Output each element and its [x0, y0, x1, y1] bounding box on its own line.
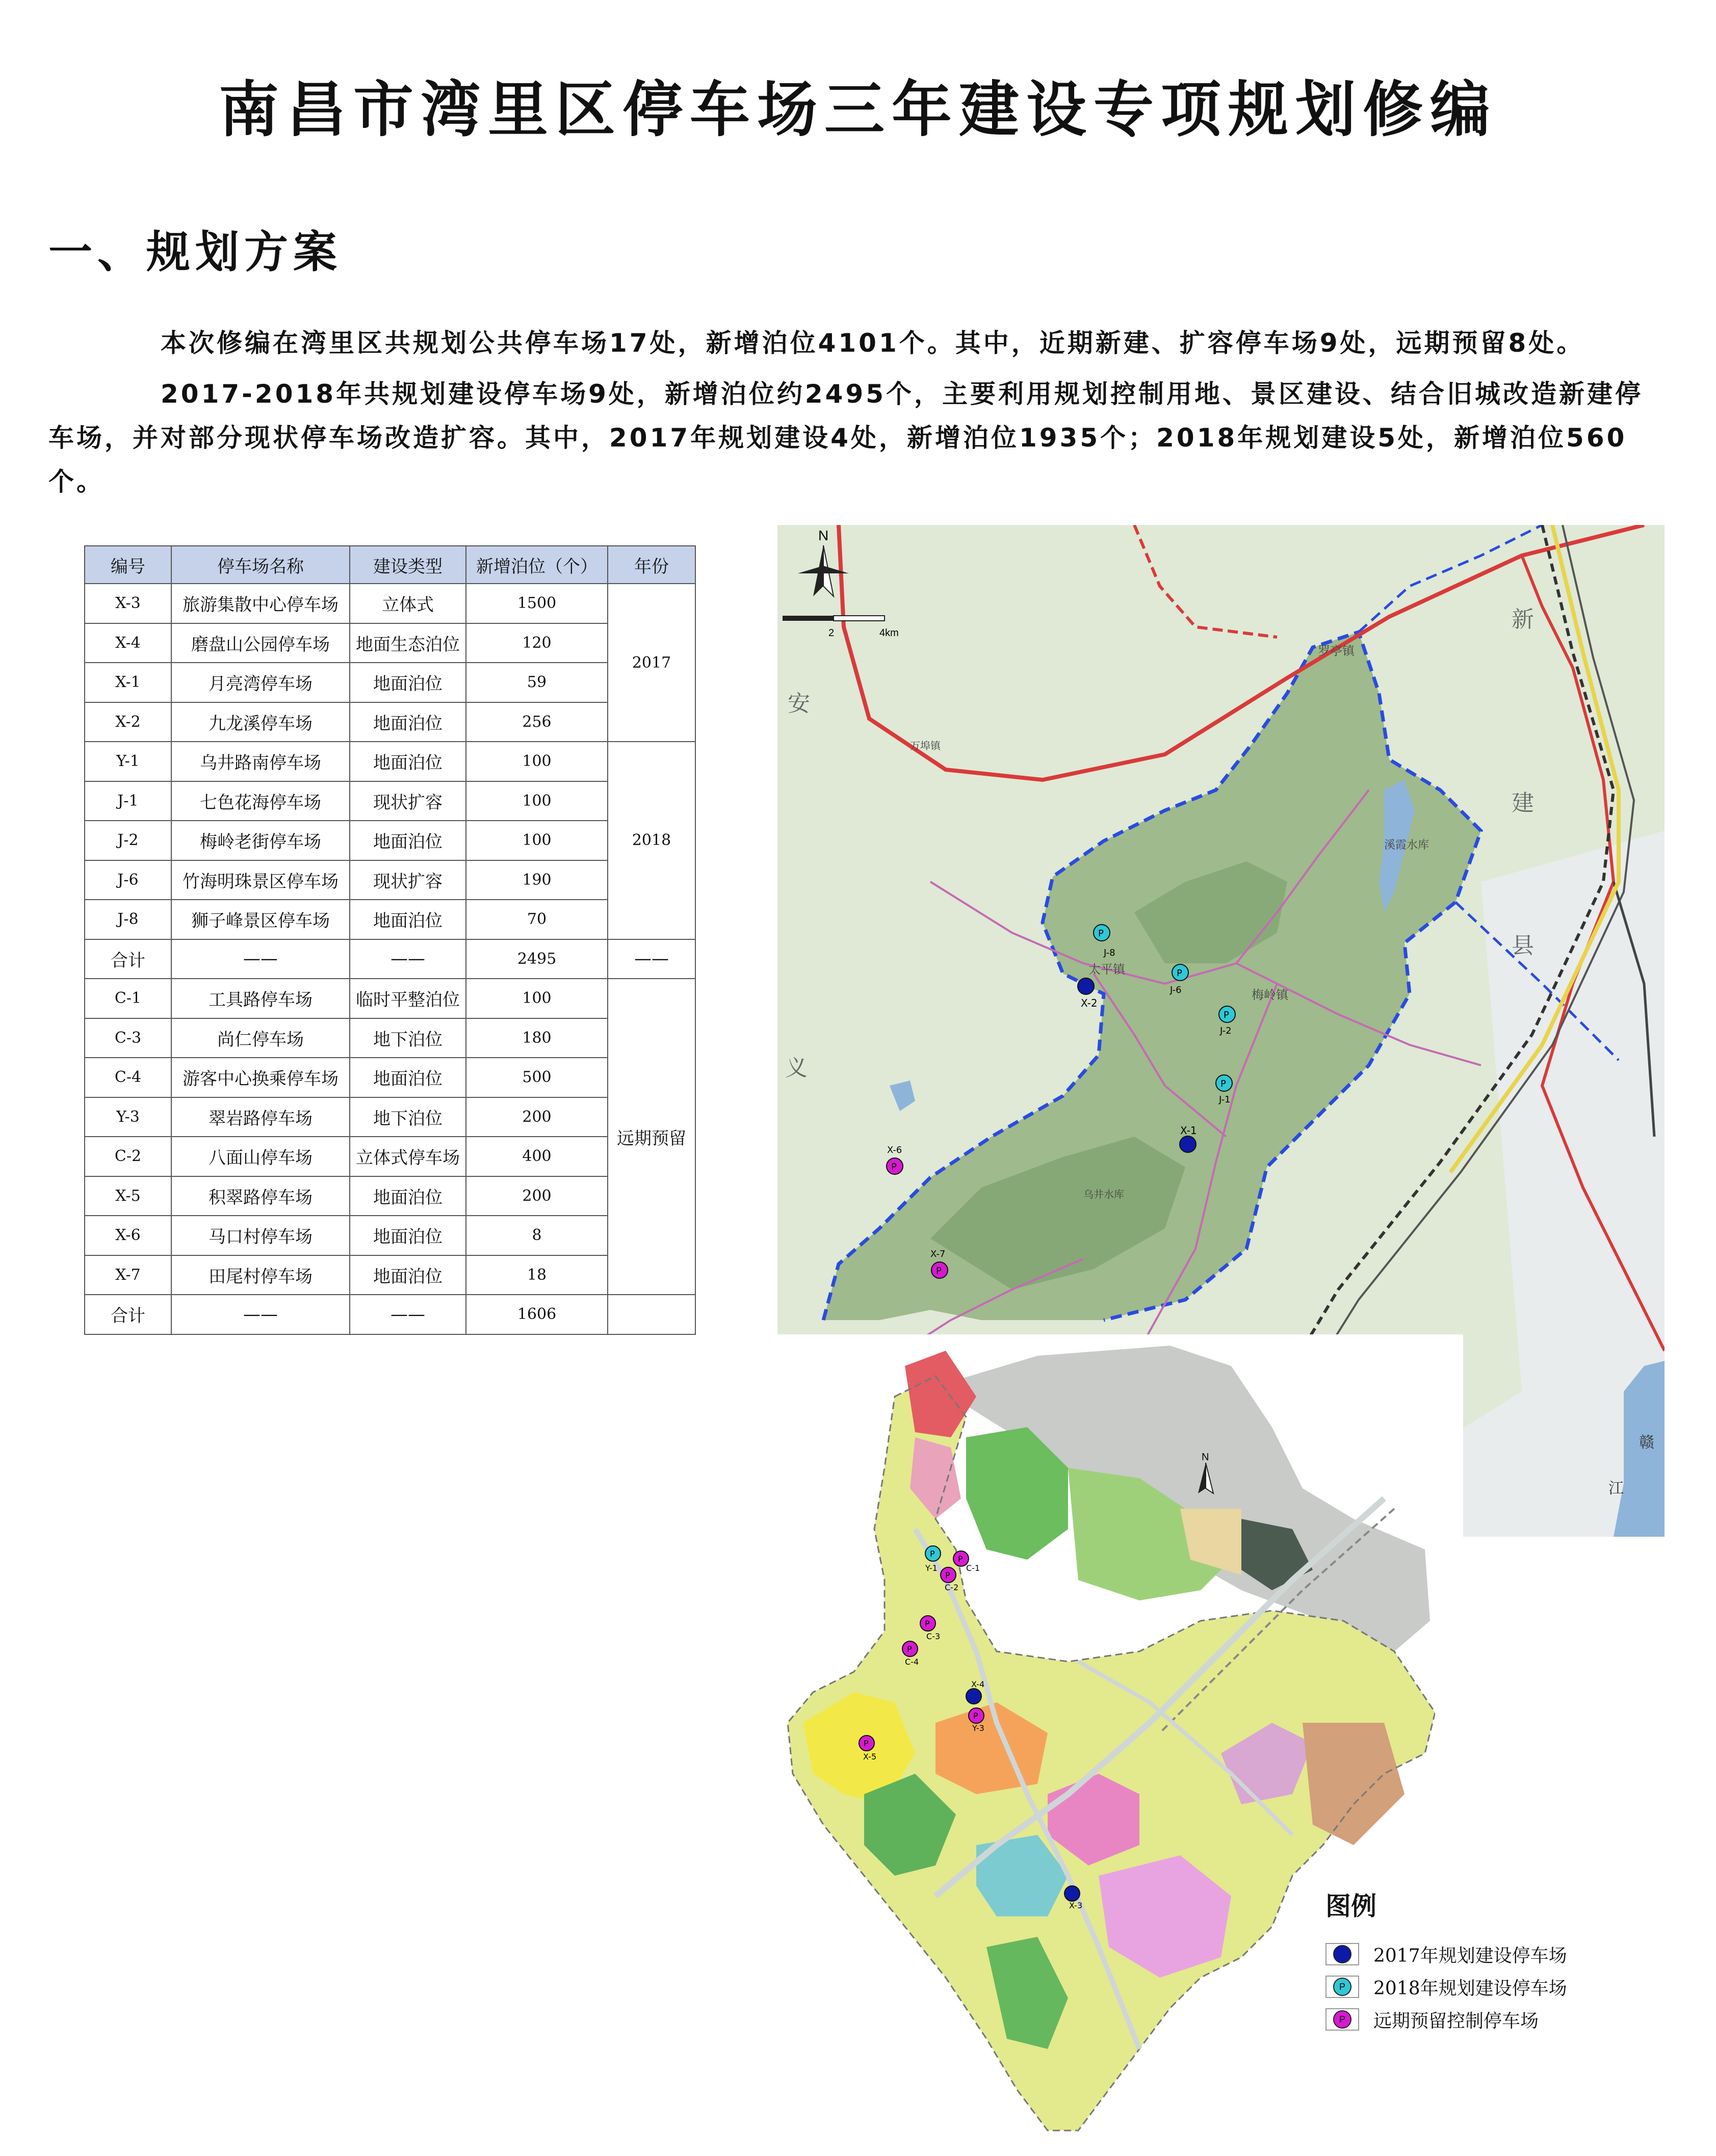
marker-label: J-1 — [1219, 1094, 1231, 1105]
marker-label: X-4 — [971, 1679, 985, 1689]
table-row — [85, 1137, 695, 1176]
cell-name: 月亮湾停车场 — [171, 663, 350, 702]
cell-name: 竹海明珠景区停车场 — [171, 860, 350, 900]
table-row — [85, 1097, 695, 1137]
cell-id: Y-1 — [85, 742, 171, 781]
svg-text:P: P — [936, 1266, 942, 1276]
header-spaces: 新增泊位（个） — [466, 546, 608, 584]
intro-paragraph: 本次修编在湾里区共规划公共停车场17处，新增泊位4101个。其中，近期新建、扩容停车场9处，远期预留8处。 — [161, 328, 1585, 358]
cell-id: C-4 — [85, 1058, 171, 1097]
cell-id: C-3 — [85, 1018, 171, 1058]
cell-type: 立体式停车场 — [350, 1137, 466, 1176]
marker-label: Y-3 — [972, 1723, 984, 1733]
legend-item-reserve — [1325, 2003, 1657, 2036]
cell-name: 工具路停车场 — [171, 979, 350, 1018]
svg-text:P: P — [958, 1554, 963, 1564]
cell-type: 地面泊位 — [350, 1216, 466, 1255]
cell-id: Y-3 — [85, 1097, 171, 1137]
table-row — [85, 584, 695, 623]
cell-spaces: 18 — [466, 1255, 608, 1295]
table-row — [85, 821, 695, 860]
cell-type: 临时平整泊位 — [350, 979, 466, 1018]
cell-subtotal-value: 2495 — [466, 939, 608, 979]
cell-name: 翠岩路停车场 — [171, 1097, 350, 1137]
cell-type: 现状扩容 — [350, 860, 466, 900]
table-row — [85, 900, 695, 939]
marker-label: J-2 — [1220, 1026, 1232, 1036]
cell-type: 地面泊位 — [350, 900, 466, 939]
table-row — [85, 1216, 695, 1255]
marker-label: C-2 — [945, 1583, 959, 1592]
header-type: 建设类型 — [350, 546, 466, 584]
cell-dash: —— — [171, 1295, 350, 1334]
legend-label: 2017年规划建设停车场 — [1373, 1945, 1567, 1966]
cell-spaces: 100 — [466, 979, 608, 1018]
cell-type: 地面泊位 — [350, 1058, 466, 1097]
region-label: 建 — [1512, 790, 1534, 816]
table-row — [85, 860, 695, 900]
table-header-row — [85, 546, 695, 584]
cell-id: X-5 — [85, 1176, 171, 1216]
cell-spaces: 70 — [466, 900, 608, 939]
marker-label: J-8 — [1104, 948, 1115, 958]
svg-text:P: P — [1177, 968, 1182, 979]
cell-name: 积翠路停车场 — [171, 1176, 350, 1216]
marker-label: X-6 — [887, 1145, 902, 1155]
table-row — [85, 1255, 695, 1295]
header-name: 停车场名称 — [171, 546, 350, 584]
parking-plan-table — [84, 545, 696, 1335]
svg-text:P: P — [1098, 928, 1104, 939]
svg-text:P: P — [925, 1619, 930, 1628]
cell-id: J-8 — [85, 900, 171, 939]
subtotal-row — [85, 939, 695, 979]
table-row — [85, 702, 695, 742]
svg-text:P: P — [945, 1570, 950, 1580]
detail-paragraph: 2017-2018年共规划建设停车场9处，新增泊位约2495个，主要利用规划控制用地、景区建设、结合旧城改造新建停车场，并对部分现状停车场改造扩容。其中，2017年规划建设4处，新增泊位1935个；2018年规划建设5处，新增泊位560个。 — [48, 379, 1644, 496]
landuse-reserve — [1303, 1723, 1405, 1845]
cell-name: 狮子峰景区停车场 — [171, 900, 350, 939]
region-label: 安 — [788, 691, 810, 717]
cell-spaces: 100 — [466, 742, 608, 781]
cell-year: 2017 — [608, 584, 695, 742]
cell-spaces: 500 — [466, 1058, 608, 1097]
cell-id: X-3 — [85, 584, 171, 623]
cell-type: 地下泊位 — [350, 1018, 466, 1058]
map-legend — [1325, 1886, 1657, 2036]
cell-dash: —— — [350, 1295, 466, 1334]
cell-name: 马口村停车场 — [171, 1216, 350, 1255]
svg-text:P: P — [891, 1162, 897, 1172]
cell-dash: —— — [350, 939, 466, 979]
legend-title: 图例 — [1325, 1891, 1376, 1921]
cell-id: X-6 — [85, 1216, 171, 1255]
town-label: 溪霞水库 — [1384, 839, 1429, 852]
table-row — [85, 663, 695, 702]
marker-label: C-3 — [926, 1632, 941, 1641]
parking-plan-table-container — [84, 545, 695, 1335]
cell-spaces: 180 — [466, 1018, 608, 1058]
marker-label: X-7 — [930, 1249, 946, 1259]
river-label: 赣 — [1639, 1434, 1654, 1452]
cell-id: X-1 — [85, 663, 171, 702]
section-heading: 一、规划方案 — [48, 227, 342, 278]
table-row — [85, 623, 695, 663]
cell-year: 2018 — [608, 742, 695, 939]
cell-type: 地面泊位 — [350, 742, 466, 781]
cell-spaces: 8 — [466, 1216, 608, 1255]
legend-item-2018 — [1325, 1970, 1657, 2003]
cell-type: 地下泊位 — [350, 1097, 466, 1137]
cell-id: X-7 — [85, 1255, 171, 1295]
table-row — [85, 1018, 695, 1058]
cell-name: 田尾村停车场 — [171, 1255, 350, 1295]
cell-type: 地面泊位 — [350, 1176, 466, 1216]
cell-name: 游客中心换乘停车场 — [171, 1058, 350, 1097]
cell-type: 地面泊位 — [350, 1255, 466, 1295]
cell-dash: —— — [171, 939, 350, 979]
cell-total-value: 1606 — [466, 1295, 608, 1334]
header-id: 编号 — [85, 546, 171, 584]
region-label: 县 — [1512, 933, 1534, 959]
cell-id: J-6 — [85, 860, 171, 900]
cell-spaces: 190 — [466, 860, 608, 900]
svg-text:P: P — [930, 1549, 935, 1559]
legend-swatch — [1325, 1943, 1359, 1965]
cell-name: 旅游集散中心停车场 — [171, 584, 350, 623]
cell-name: 尚仁停车场 — [171, 1018, 350, 1058]
town-label: 梅岭镇 — [1252, 988, 1288, 1002]
header-year: 年份 — [608, 546, 695, 584]
parking-marker-reserve[interactable] — [902, 1641, 919, 1667]
svg-text:P: P — [1220, 1079, 1226, 1089]
parking-p-icon: P — [1333, 2010, 1351, 2029]
cell-dash: —— — [608, 939, 695, 979]
table-row — [85, 1058, 695, 1097]
parking-p-icon: P — [1333, 1978, 1351, 1996]
cell-name: 七色花海停车场 — [171, 781, 350, 821]
town-label: 万埠镇 — [910, 740, 941, 752]
north-label: N — [818, 528, 829, 543]
cell-name: 梅岭老街停车场 — [171, 821, 350, 860]
cell-spaces: 200 — [466, 1176, 608, 1216]
north-label: N — [1202, 1452, 1209, 1463]
cell-spaces: 100 — [466, 821, 608, 860]
cell-spaces: 120 — [466, 623, 608, 663]
marker-label: X-5 — [863, 1752, 877, 1761]
scale-label-2: 2 — [828, 627, 835, 639]
legend-swatch — [1325, 1976, 1359, 1998]
cell-spaces: 200 — [466, 1097, 608, 1137]
cell-subtotal-label: 合计 — [85, 939, 171, 979]
cell-spaces: 100 — [466, 781, 608, 821]
cell-type: 现状扩容 — [350, 781, 466, 821]
cell-name: 九龙溪停车场 — [171, 702, 350, 742]
table-row — [85, 781, 695, 821]
cell-id: X-2 — [85, 702, 171, 742]
cell-name: 磨盘山公园停车场 — [171, 623, 350, 663]
landuse-commercial — [905, 1351, 976, 1437]
page-title: 南昌市湾里区停车场三年建设专项规划修编 — [218, 74, 1497, 145]
cell-year: 远期预留 — [608, 979, 695, 1295]
region-label: 新 — [1512, 607, 1534, 633]
table-row — [85, 979, 695, 1018]
town-label: 乌井水库 — [1083, 1188, 1124, 1200]
cell-type: 地面泊位 — [350, 663, 466, 702]
marker-label: C-1 — [966, 1563, 980, 1573]
town-label: 罗亭镇 — [1318, 644, 1355, 658]
cell-id: X-4 — [85, 623, 171, 663]
cell-id: C-2 — [85, 1137, 171, 1176]
cell-spaces: 59 — [466, 663, 608, 702]
cell-type: 立体式 — [350, 584, 466, 623]
cell-type: 地面泊位 — [350, 821, 466, 860]
table-row — [85, 1176, 695, 1216]
svg-text:P: P — [973, 1711, 978, 1721]
marker-label: Y-1 — [925, 1563, 938, 1573]
cell-spaces: 1500 — [466, 584, 608, 623]
table-row — [85, 742, 695, 781]
marker-label: X-2 — [1081, 997, 1098, 1009]
legend-label: 2018年规划建设停车场 — [1373, 1978, 1567, 1999]
legend-item-2017 — [1325, 1938, 1657, 1970]
cell-spaces: 256 — [466, 702, 608, 742]
cell-spaces: 400 — [466, 1137, 608, 1176]
marker-label: X-3 — [1069, 1901, 1083, 1910]
cell-id: C-1 — [85, 979, 171, 1018]
marker-label: X-1 — [1180, 1124, 1197, 1137]
svg-text:P: P — [1224, 1010, 1229, 1020]
svg-text:P: P — [907, 1644, 912, 1654]
legend-swatch — [1325, 2008, 1359, 2031]
marker-label: C-4 — [905, 1657, 919, 1667]
scale-label-4km: 4km — [879, 627, 899, 639]
total-row — [85, 1295, 695, 1334]
svg-text:P: P — [864, 1739, 869, 1748]
region-label: 义 — [785, 1055, 808, 1081]
cell-type: 地面生态泊位 — [350, 623, 466, 663]
legend-label: 远期预留控制停车场 — [1373, 2010, 1539, 2032]
town-label: 太平镇 — [1088, 962, 1125, 977]
cell-id: J-1 — [85, 781, 171, 821]
parking-dot-icon — [1333, 1945, 1351, 1963]
cell-total-label: 合计 — [85, 1295, 171, 1334]
cell-id: J-2 — [85, 821, 171, 860]
cell-name: 乌井路南停车场 — [171, 742, 350, 781]
cell-empty — [608, 1295, 695, 1334]
river-label: 江 — [1608, 1480, 1624, 1497]
marker-label: J-6 — [1170, 985, 1182, 995]
cell-type: 地面泊位 — [350, 702, 466, 742]
cell-name: 八面山停车场 — [171, 1137, 350, 1176]
